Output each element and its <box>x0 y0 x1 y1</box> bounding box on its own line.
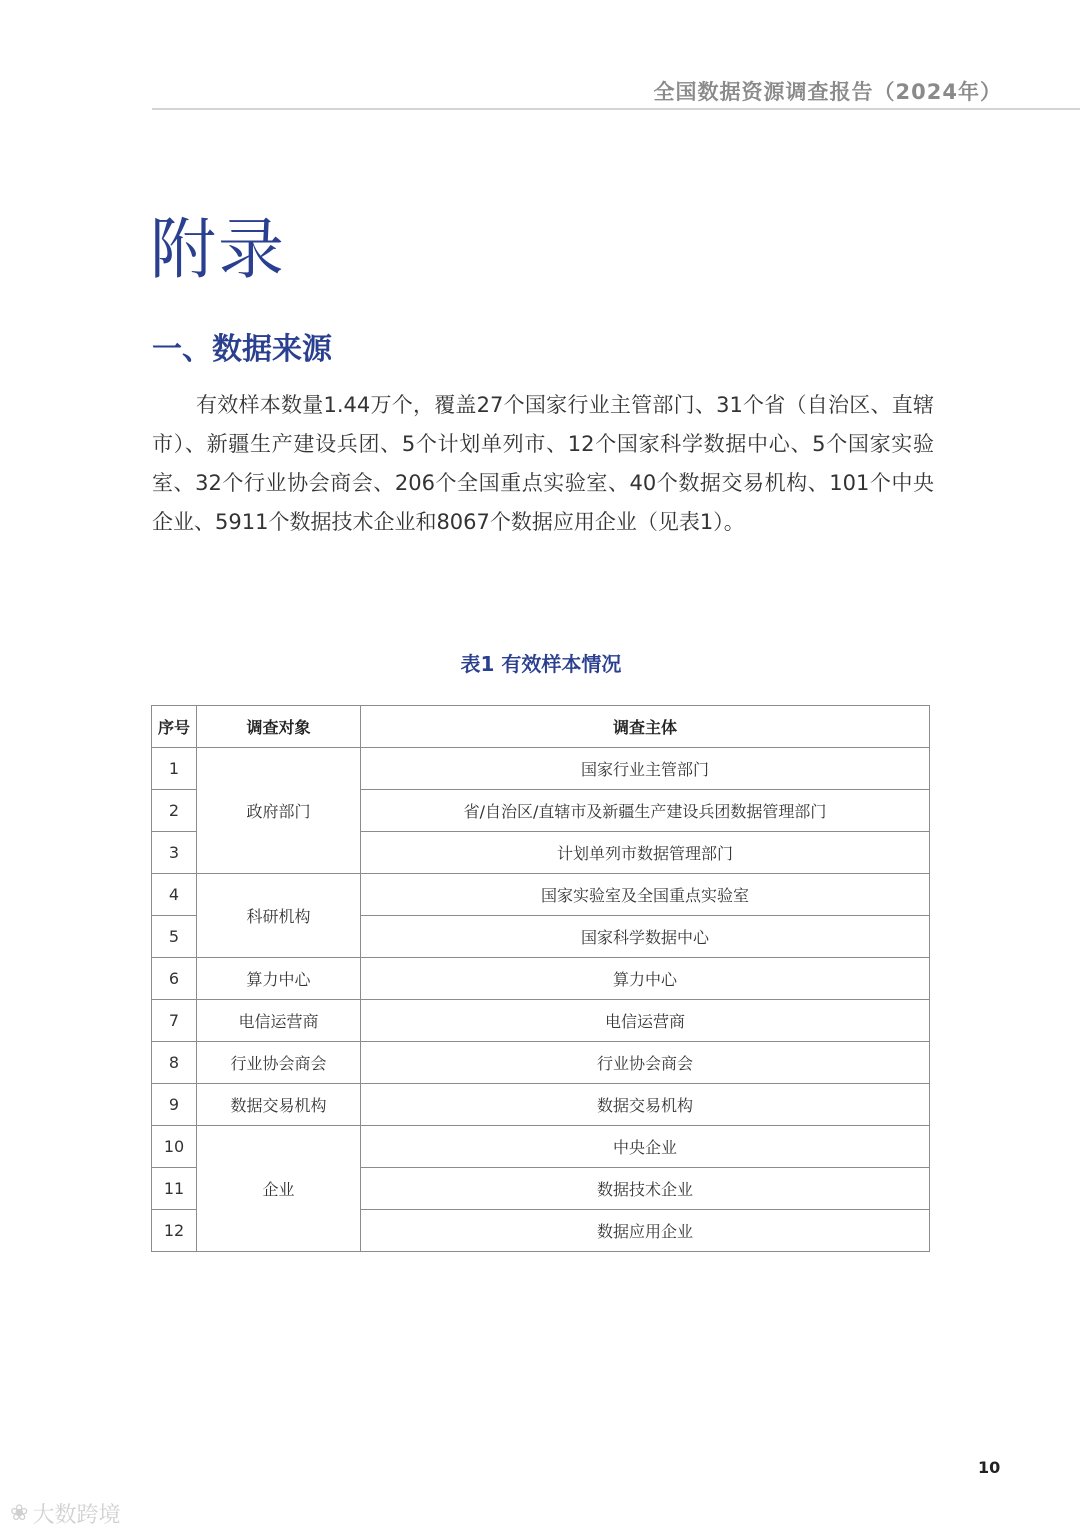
survey-subject: 省/自治区/直辖市及新疆生产建设兵团数据管理部门 <box>361 790 930 832</box>
table-row <box>152 874 930 916</box>
survey-subject: 国家实验室及全国重点实验室 <box>361 874 930 916</box>
row-number: 3 <box>152 832 197 874</box>
page-number: 10 <box>978 1458 1001 1477</box>
survey-subject: 计划单列市数据管理部门 <box>361 832 930 874</box>
survey-target: 政府部门 <box>197 748 361 874</box>
survey-subject: 国家行业主管部门 <box>361 748 930 790</box>
survey-target: 数据交易机构 <box>197 1084 361 1126</box>
row-number: 2 <box>152 790 197 832</box>
survey-subject: 中央企业 <box>361 1126 930 1168</box>
watermark-text: 大数跨境 <box>32 1503 121 1528</box>
row-number: 6 <box>152 958 197 1000</box>
page-title: 附录 <box>150 211 286 288</box>
survey-target: 企业 <box>197 1126 361 1252</box>
survey-subject: 数据技术企业 <box>361 1168 930 1210</box>
survey-target: 科研机构 <box>197 874 361 958</box>
table-caption: 表1 有效样本情况 <box>460 652 622 676</box>
survey-subject: 数据交易机构 <box>361 1084 930 1126</box>
survey-target: 算力中心 <box>197 958 361 1000</box>
running-header-title: 全国数据资源调查报告（2024年） <box>653 80 1002 104</box>
survey-subject: 电信运营商 <box>361 1000 930 1042</box>
survey-subject: 数据应用企业 <box>361 1210 930 1252</box>
table-row <box>152 748 930 790</box>
watermark-logo-icon: ❀ <box>10 1501 29 1526</box>
survey-target: 电信运营商 <box>197 1000 361 1042</box>
row-number: 9 <box>152 1084 197 1126</box>
row-number: 11 <box>152 1168 197 1210</box>
section-heading: 一、数据来源 <box>152 332 332 367</box>
row-number: 5 <box>152 916 197 958</box>
row-number: 12 <box>152 1210 197 1252</box>
table-body <box>152 748 930 1252</box>
sample-table <box>151 705 930 1252</box>
table-row <box>152 1000 930 1042</box>
table-row <box>152 1126 930 1168</box>
table-row <box>152 1042 930 1084</box>
row-number: 4 <box>152 874 197 916</box>
table-row <box>152 958 930 1000</box>
survey-subject: 国家科学数据中心 <box>361 916 930 958</box>
row-number: 1 <box>152 748 197 790</box>
watermark <box>10 1498 120 1529</box>
header-divider <box>152 108 1080 110</box>
row-number: 8 <box>152 1042 197 1084</box>
table-header-row <box>152 706 930 748</box>
survey-subject: 行业协会商会 <box>361 1042 930 1084</box>
survey-subject: 算力中心 <box>361 958 930 1000</box>
survey-target: 行业协会商会 <box>197 1042 361 1084</box>
row-number: 10 <box>152 1126 197 1168</box>
header-no: 序号 <box>152 706 197 748</box>
header-subject: 调查主体 <box>361 706 930 748</box>
header-target: 调查对象 <box>197 706 361 748</box>
body-paragraph: 有效样本数量1.44万个，覆盖27个国家行业主管部门、31个省（自治区、直辖市）、新疆生产建设兵团、5个计划单列市、12个国家科学数据中心、5个国家实验室、32个行业协会商会、206个全国重点实验室、40个数据交易机构、101个中央企业、5911个数据技术企业和8067个数据应用企业（见表1）。 <box>152 393 934 534</box>
table-row <box>152 1084 930 1126</box>
row-number: 7 <box>152 1000 197 1042</box>
